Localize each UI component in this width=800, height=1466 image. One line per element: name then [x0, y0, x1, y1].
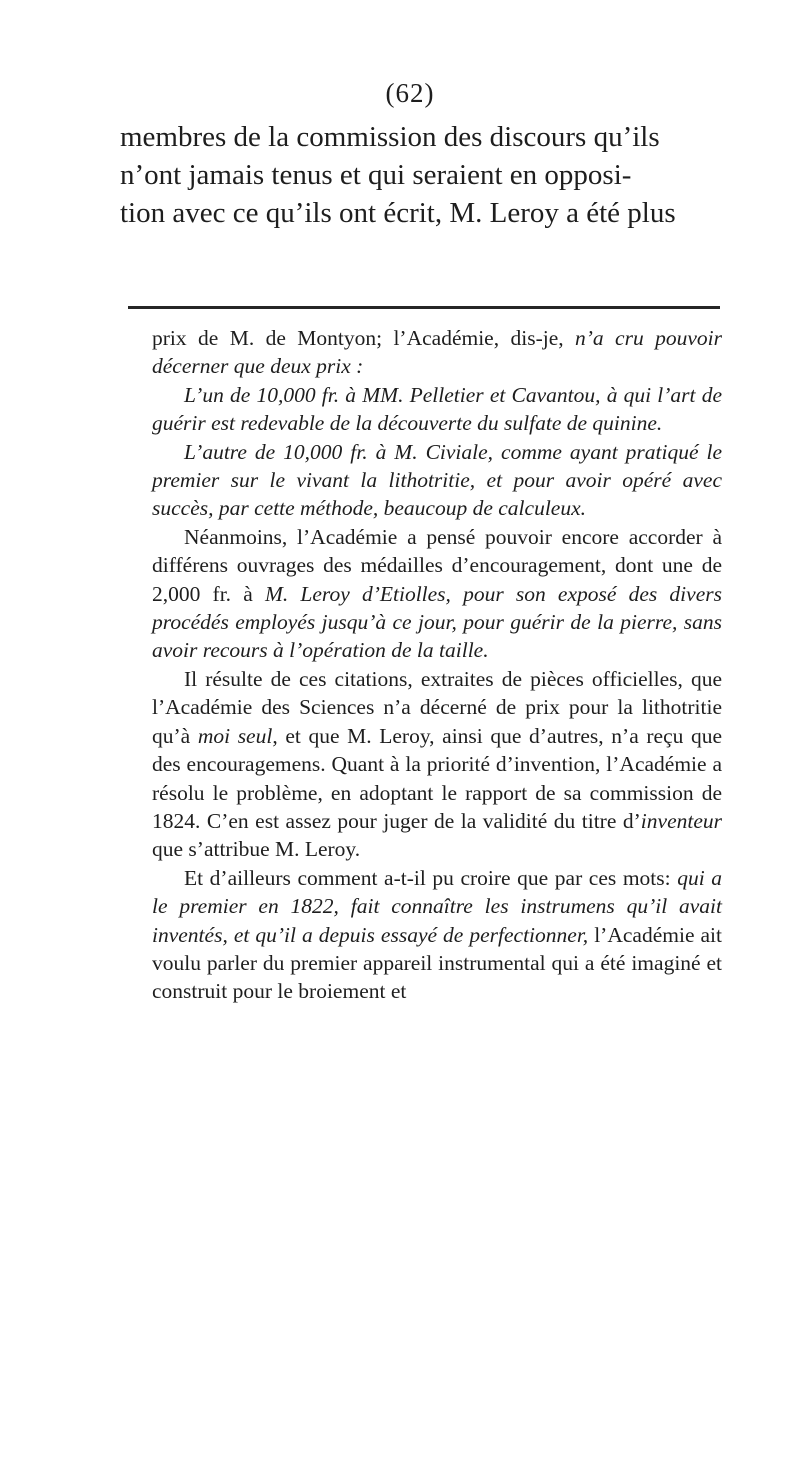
footnote-text: que s’attribue M. Leroy.	[152, 837, 361, 862]
question-paragraph	[152, 864, 722, 1006]
page-number: (62)	[385, 78, 435, 108]
footnote-paragraph	[152, 324, 722, 381]
footnote-text: , et que M. Leroy, ainsi que d’autres, n’a reçu que des encouragemens. Quant à la priorité d’invention, l’Académie a résolu le problème, en adoptant le rapport de sa commission de 1824. C’en est assez pour juger de la validité du titre d’	[152, 723, 723, 833]
footnote-italic-text: M. Leroy d’Etiolles, pour son exposé des divers procédés employés jusqu’à ce jour, pour guérir de la pierre, sans avoir recours à l’opération de la taille.	[152, 581, 722, 663]
footnote-italic-text: qui a le premier en 1822, fait connaître les instrumens qu’il avait inventés, et qu’il a depuis essayé de perfectionner,	[152, 865, 722, 947]
footnote-text: l’Académie ait voulu parler du premier appareil instrumental qui a été imaginé et construit pour le broiement et	[152, 922, 722, 1004]
footnote-italic-text: inventeur	[640, 808, 722, 833]
main-text-line: n’ont jamais tenus et qui seraient en opposi-	[120, 159, 632, 191]
footnote-italic-text: n’a cru pouvoir décerner que deux prix :	[152, 326, 722, 379]
footnote-text: Il résulte de ces citations, extraites de pièces officielles, que l’Académie des Sciences n’a décerné de prix pour la lithotritie qu’à	[152, 666, 722, 748]
separator-rule	[128, 306, 720, 309]
main-text	[120, 118, 725, 232]
encouragement-paragraph	[152, 523, 722, 665]
main-text-line: tion avec ce qu’ils ont écrit, M. Leroy a été plus	[120, 197, 676, 229]
conclusion-paragraph	[152, 665, 722, 864]
prize-paragraph-1: L’un de 10,000 fr. à MM. Pelletier et Cavantou, à qui l’art de guérir est redevable de la découverte du sulfate de quinine.	[152, 382, 722, 436]
footnote-text: prix de M. de Montyon; l’Académie, dis-je,	[152, 326, 576, 350]
footnote-italic-text: moi seul	[197, 723, 273, 748]
footnote-text: Néanmoins, l’Académie a pensé pouvoir encore accorder à différens ouvrages des médailles d’encouragement, dont une de 2,000 fr. à	[152, 524, 722, 606]
prize-paragraph-2: L’autre de 10,000 fr. à M. Civiale, comme ayant pratiqué le premier sur le vivant la lithotritie, et pour avoir opéré avec succès, par cette méthode, beaucoup de calculeux.	[152, 439, 722, 521]
footnote-text: Et d’ailleurs comment a-t-il pu croire que par ces mots:	[184, 865, 678, 890]
footnote-block	[152, 324, 722, 1006]
main-text-line: membres de la commission des discours qu’ils	[120, 121, 660, 153]
